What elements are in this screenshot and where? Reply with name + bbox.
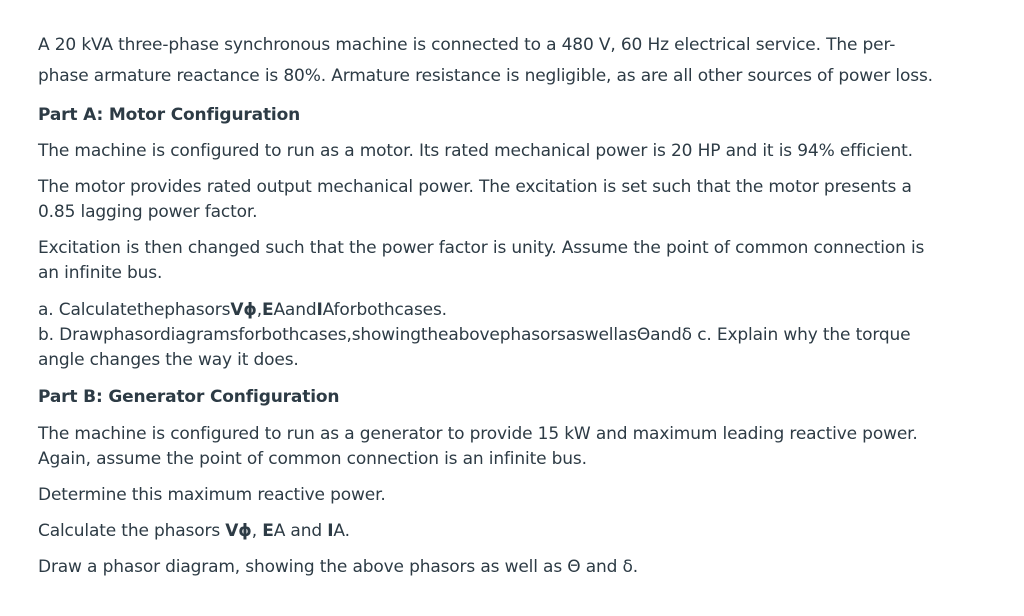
intro-line-2: phase armature reactance is 80%. Armature resistance is negligible, as are all other sources of power loss.: [38, 66, 933, 86]
part-a-paragraph-3-line-2: an infinite bus.: [38, 263, 163, 283]
part-a-paragraph-2-line-1: The motor provides rated output mechanical power. The excitation is set such that the motor presents a: [38, 177, 912, 197]
part-b-paragraph-3: Calculate the phasors Vϕ, EA and IA.: [38, 521, 350, 541]
v-phi-symbol: Vϕ: [225, 521, 252, 541]
part-a-item-b-line-2: angle changes the way it does.: [38, 350, 299, 370]
part-a-paragraph-3-line-1: Excitation is then changed such that the power factor is unity. Assume the point of common connection is: [38, 238, 925, 258]
intro-line-1: A 20 kVA three-phase synchronous machine is connected to a 480 V, 60 Hz electrical service. The per-: [38, 35, 896, 55]
v-phi-symbol: Vϕ: [230, 300, 257, 320]
ea-symbol: E: [262, 521, 274, 541]
part-a-item-b-line-1: b. Drawphasordiagramsforbothcases,showingtheabovephasorsaswellasΘandδ c. Explain why the torque: [38, 325, 911, 345]
part-b-paragraph-2: Determine this maximum reactive power.: [38, 485, 386, 505]
part-a-paragraph-1: The machine is configured to run as a motor. Its rated mechanical power is 20 HP and it is 94% efficient.: [38, 141, 913, 161]
part-a-paragraph-2-line-2: 0.85 lagging power factor.: [38, 202, 258, 222]
part-a-heading: Part A: Motor Configuration: [38, 105, 301, 125]
part-b-heading: Part B: Generator Configuration: [38, 387, 340, 407]
part-a-item-a: a. CalculatethephasorsVϕ,EAandIAforbothcases.: [38, 300, 447, 320]
part-b-paragraph-1-line-1: The machine is configured to run as a generator to provide 15 kW and maximum leading reactive power.: [38, 424, 918, 444]
ea-symbol: E: [261, 300, 274, 320]
part-b-paragraph-1-line-2: Again, assume the point of common connection is an infinite bus.: [38, 449, 587, 469]
ia-symbol: I: [327, 521, 334, 541]
ia-symbol: I: [316, 300, 323, 320]
part-b-paragraph-4: Draw a phasor diagram, showing the above phasors as well as Θ and δ.: [38, 557, 639, 577]
